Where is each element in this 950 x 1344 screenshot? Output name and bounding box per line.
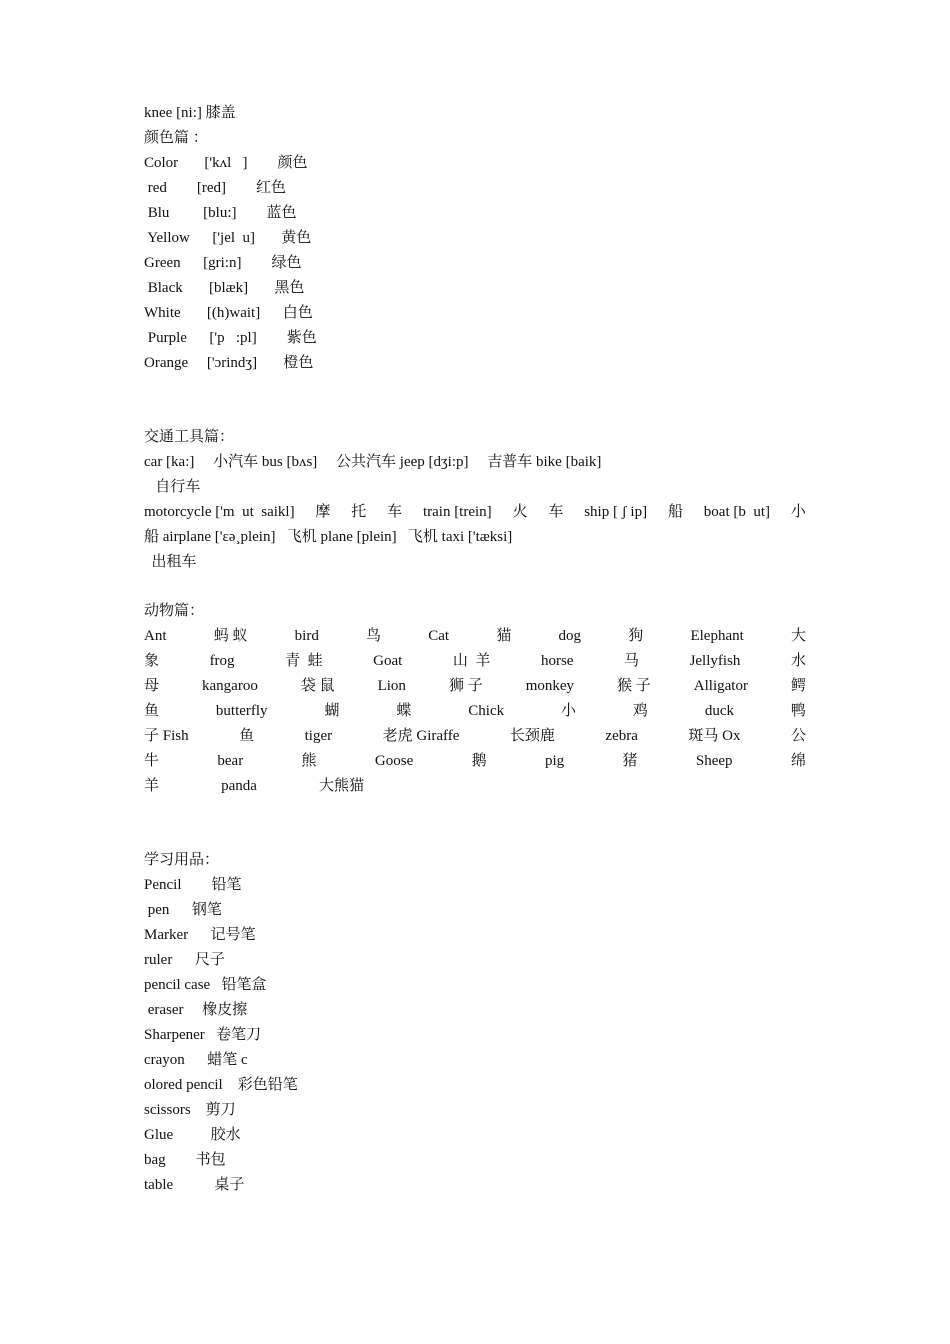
word: 大	[790, 628, 806, 644]
word: Ant	[144, 628, 167, 644]
line-pen: pen 钢笔	[144, 902, 222, 918]
word: motorcycle ['m ut saikl]	[144, 504, 295, 520]
word: 蝴	[324, 703, 340, 719]
line-black: Black [blæk] 黑色	[144, 280, 305, 296]
word: 长颈鹿	[509, 728, 555, 744]
word: 摩	[315, 504, 331, 520]
word: pig	[544, 753, 565, 769]
word: 公	[790, 728, 806, 744]
word: frog	[209, 653, 235, 669]
word: tiger	[304, 728, 333, 744]
word: 狮 子	[448, 678, 483, 694]
line-car: car [ka:] 小汽车 bus [bʌs] 公共汽车 jeep [dʒi:p] 吉普车 bike [baik]	[144, 454, 602, 470]
word: 车	[387, 504, 403, 520]
line-marker: Marker 记号笔	[144, 927, 256, 943]
line-animals-5	[144, 726, 806, 746]
word: 鱼	[239, 728, 255, 744]
word: Chick	[468, 703, 505, 719]
word: horse	[540, 653, 574, 669]
word: 熊	[301, 753, 317, 769]
word: 托	[351, 504, 367, 520]
line-animals-1	[144, 626, 806, 646]
line-sharpener: Sharpener 卷笔刀	[144, 1027, 262, 1043]
line-motorcycle	[144, 502, 806, 522]
line-ruler: ruler 尺子	[144, 952, 225, 968]
line-pencil-case: pencil case 铅笔盒	[144, 977, 267, 993]
line-airplane: 船 airplane ['ɛə¸plein] 飞机 plane [plein] 飞机 taxi ['tæksi]	[144, 529, 513, 545]
word: 水	[790, 653, 806, 669]
word: 牛	[144, 753, 160, 769]
word: 鳄	[790, 678, 806, 694]
word: 猴 子	[617, 678, 651, 694]
word: Goose	[374, 753, 414, 769]
word: 青 蛙	[285, 653, 323, 669]
line-table: table 桌子	[144, 1177, 245, 1193]
line-orange: Orange ['ɔrindʒ] 橙色	[144, 355, 314, 371]
word: dog	[558, 628, 582, 644]
word: Elephant	[690, 628, 744, 644]
word: 羊	[144, 778, 160, 794]
word: duck	[704, 703, 734, 719]
word: 大熊猫	[318, 778, 364, 794]
word: bear	[217, 753, 244, 769]
word: train [trein]	[422, 504, 492, 520]
word: 鱼	[144, 703, 160, 719]
word: Jellyfish	[689, 653, 741, 669]
line-crayon: crayon 蜡笔 c	[144, 1052, 248, 1068]
word: 小	[561, 703, 577, 719]
word: 火	[512, 504, 528, 520]
word: 猫	[496, 628, 512, 644]
word: bird	[294, 628, 319, 644]
line-taxi-zh: 出租车	[144, 554, 197, 570]
word: 狗	[628, 628, 644, 644]
word: butterfly	[215, 703, 268, 719]
heading-school-supplies: 学习用品：	[144, 852, 220, 868]
word: kangaroo	[202, 678, 258, 694]
line-bag: bag 书包	[144, 1152, 226, 1168]
word: 山 羊	[452, 653, 491, 669]
word: 袋 鼠	[300, 678, 335, 694]
line-purple: Purple ['p :pl] 紫色	[144, 330, 317, 346]
heading-transport: 交通工具篇：	[144, 429, 235, 445]
heading-colors: 颜色篇 ：	[144, 130, 208, 146]
word: 绵	[790, 753, 806, 769]
word: 鸡	[632, 703, 648, 719]
line-eraser: eraser 橡皮擦	[144, 1002, 248, 1018]
word: 车	[548, 504, 564, 520]
word: 鸟	[366, 628, 382, 644]
line-animals-2	[144, 651, 806, 671]
word: 斑马 Ox	[688, 728, 741, 744]
line-blue: Blu [blu:] 蓝色	[144, 205, 297, 221]
line-red: red [red] 红色	[144, 180, 287, 196]
word: 老虎 Giraffe	[382, 728, 460, 744]
word: 蚂 蚁	[213, 628, 248, 644]
word: ship [ ʃ ip]	[584, 504, 648, 520]
line-animals-7	[144, 776, 364, 796]
line-animals-6	[144, 751, 806, 771]
word: 母	[144, 678, 160, 694]
word: Goat	[373, 653, 403, 669]
word: Lion	[377, 678, 406, 694]
word: 马	[624, 653, 640, 669]
word: 鸭	[790, 703, 806, 719]
line-color: Color ['kʌl ] 颜色	[144, 155, 308, 171]
word: monkey	[525, 678, 575, 694]
line-animals-3	[144, 676, 806, 696]
word: Sheep	[695, 753, 733, 769]
word: 船	[667, 504, 683, 520]
word: 鹅	[471, 753, 487, 769]
line-scissors: scissors 剪刀	[144, 1102, 236, 1118]
word: Cat	[428, 628, 450, 644]
word: boat [b ut]	[703, 504, 771, 520]
word: zebra	[605, 728, 638, 744]
line-yellow: Yellow ['jel u] 黄色	[144, 230, 312, 246]
line-colored-pencil: olored pencil 彩色铅笔	[144, 1077, 298, 1093]
line-animals-4	[144, 701, 806, 721]
line-glue: Glue 胶水	[144, 1127, 241, 1143]
word: Alligator	[693, 678, 748, 694]
word: 象	[144, 653, 160, 669]
line-green: Green [gri:n] 绿色	[144, 255, 302, 271]
line-knee: knee [ni:] 膝盖	[144, 105, 236, 121]
word: panda	[221, 778, 257, 794]
word: 蝶	[396, 703, 412, 719]
heading-animals: 动物篇：	[144, 603, 205, 619]
line-white: White [(h)wait] 白色	[144, 305, 313, 321]
line-pencil: Pencil 铅笔	[144, 877, 242, 893]
line-bike-zh: 自行车	[144, 479, 201, 495]
word: 猪	[622, 753, 638, 769]
word: 子 Fish	[144, 728, 189, 744]
word: 小	[790, 504, 806, 520]
